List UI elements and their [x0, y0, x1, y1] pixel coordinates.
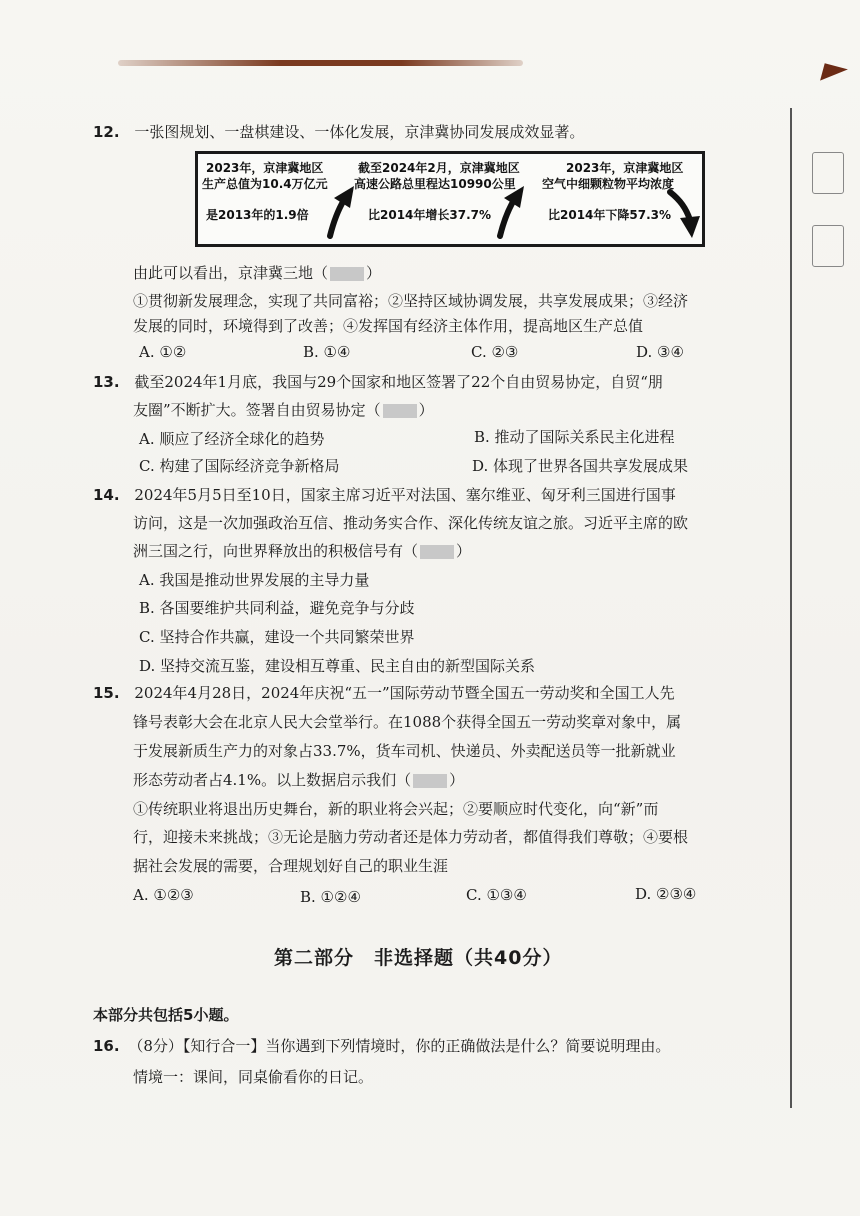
q14-option-d[interactable]: D. 坚持交流互鉴，建设相互尊重、民主自由的新型国际关系 — [139, 657, 536, 675]
q15-line1 — [93, 682, 675, 704]
q12-lead-text: 由此可以看出，京津冀三地（ — [133, 264, 329, 282]
up-arrow-icon-2 — [494, 184, 528, 240]
q13-option-c[interactable]: C. 构建了国际经济竞争新格局 — [139, 457, 340, 475]
binding-line — [790, 108, 792, 1108]
q15-option-b[interactable]: B. ①②④ — [300, 888, 361, 906]
info-c1-line2: 生产总值为10.4万亿元 — [202, 177, 328, 191]
q15-option-a[interactable]: A. ①②③ — [133, 886, 194, 904]
answer-blank[interactable] — [383, 404, 417, 418]
part-two-title: 第二部分 非选择题（共40分） — [274, 947, 563, 969]
up-arrow-icon — [324, 184, 358, 240]
q15-option-d[interactable]: D. ②③④ — [635, 885, 697, 903]
q12-option-d[interactable]: D. ③④ — [636, 343, 684, 361]
q12-lead — [133, 262, 381, 284]
info-c2-line2: 高速公路总里程达10990公里 — [354, 177, 516, 191]
q14-number: 14. — [93, 486, 120, 504]
q13-line1 — [93, 371, 663, 393]
answer-blank[interactable] — [413, 774, 447, 788]
q14-option-c[interactable]: C. 坚持合作共赢，建设一个共同繁荣世界 — [139, 628, 415, 646]
info-c3-line3: 比2014年下降57.3% — [548, 208, 672, 222]
info-c2-line3: 比2014年增长37.7% — [368, 208, 492, 222]
q12-lead-end: ） — [366, 264, 382, 282]
q15-line4-text: 形态劳动者占4.1%。以上数据启示我们（ — [133, 771, 412, 789]
q13-option-a[interactable]: A. 顺应了经济全球化的趋势 — [139, 430, 325, 448]
q15-line3: 于发展新质生产力的对象占33.7%，货车司机、快递员、外卖配送员等一批新就业 — [133, 742, 676, 760]
info-c1-line1: 2023年，京津冀地区 — [206, 161, 324, 175]
side-box-2 — [812, 225, 844, 267]
q15-option-c[interactable]: C. ①③④ — [466, 886, 527, 904]
q16-line1-text: （8分）【知行合一】当你遇到下列情境时，你的正确做法是什么？简要说明理由。 — [128, 1037, 671, 1055]
q14-option-b[interactable]: B. 各国要维护共同利益，避免竞争与分歧 — [139, 599, 415, 617]
info-c1-line3: 是2013年的1.9倍 — [206, 208, 309, 222]
corner-mark — [820, 63, 848, 87]
q15-statements-3: 据社会发展的需要，合理规划好自己的职业生涯 — [133, 857, 449, 875]
part-two-note: 本部分共包括5小题。 — [93, 1006, 239, 1024]
q15-line2: 锋号表彰大会在北京人民大会堂举行。在1088个获得全国五一劳动奖章对象中，属 — [133, 713, 682, 731]
q15-line1-text: 2024年4月28日，2024年庆祝“五一”国际劳动节暨全国五一劳动奖和全国工人先 — [134, 684, 675, 702]
q14-line2: 访问，这是一次加强政治互信、推动务实合作、深化传统友谊之旅。习近平主席的欧 — [133, 514, 689, 532]
info-c2-line1: 截至2024年2月，京津冀地区 — [358, 161, 520, 175]
q12-stem — [93, 121, 584, 143]
side-box-1 — [812, 152, 844, 194]
q13-line2-text: 友圈”不断扩大。签署自由贸易协定（ — [133, 401, 381, 419]
q14-line1-text: 2024年5月5日至10日，国家主席习近平对法国、塞尔维亚、匈牙利三国进行国事 — [134, 486, 676, 504]
q14-line1 — [93, 484, 676, 506]
q15-line4-end: ） — [449, 771, 465, 789]
q15-line4 — [133, 769, 464, 791]
q12-option-b[interactable]: B. ①④ — [303, 343, 351, 361]
info-c3-line2: 空气中细颗粒物平均浓度 — [542, 177, 675, 191]
q15-statements-2: 行，迎接未来挑战；③无论是脑力劳动者还是体力劳动者，都值得我们尊敬；④要根 — [133, 828, 689, 846]
q16-line1 — [93, 1035, 670, 1057]
q16-number: 16. — [93, 1037, 120, 1055]
q13-number: 13. — [93, 373, 120, 391]
q13-line2-end: ） — [418, 401, 434, 419]
q12-option-c[interactable]: C. ②③ — [471, 343, 519, 361]
answer-blank[interactable] — [420, 545, 454, 559]
q14-line3-end: ） — [456, 542, 472, 560]
q13-option-b[interactable]: B. 推动了国际关系民主化进程 — [474, 428, 675, 446]
q12-option-a[interactable]: A. ①② — [139, 343, 187, 361]
q13-line2 — [133, 399, 434, 421]
down-arrow-icon — [666, 186, 704, 242]
q12-statements-2: 发展的同时，环境得到了改善；④发挥国有经济主体作用，提高地区生产总值 — [133, 317, 644, 335]
q16-scenario-1: 情境一：课间，同桌偷看你的日记。 — [133, 1068, 374, 1086]
q15-number: 15. — [93, 684, 120, 702]
info-c3-line1: 2023年，京津冀地区 — [566, 161, 684, 175]
q13-line1-text: 截至2024年1月底，我国与29个国家和地区签署了22个自由贸易协定，自贸“朋 — [134, 373, 663, 391]
q13-option-d[interactable]: D. 体现了世界各国共享发展成果 — [472, 457, 689, 475]
q14-line3-text: 洲三国之行，向世界释放出的积极信号有（ — [133, 542, 419, 560]
q14-option-a[interactable]: A. 我国是推动世界发展的主导力量 — [139, 571, 370, 589]
answer-blank[interactable] — [330, 267, 364, 281]
q12-stem-text: 一张图规划、一盘棋建设、一体化发展，京津冀协同发展成效显著。 — [134, 123, 585, 141]
q15-statements-1: ①传统职业将退出历史舞台，新的职业将会兴起；②要顺应时代变化，向“新”而 — [133, 800, 659, 818]
paper-edge-strip — [118, 60, 523, 66]
q12-infographic — [195, 151, 705, 247]
q12-number: 12. — [93, 123, 120, 141]
q12-statements-1: ①贯彻新发展理念，实现了共同富裕；②坚持区域协调发展，共享发展成果；③经济 — [133, 292, 689, 310]
q14-line3 — [133, 540, 471, 562]
